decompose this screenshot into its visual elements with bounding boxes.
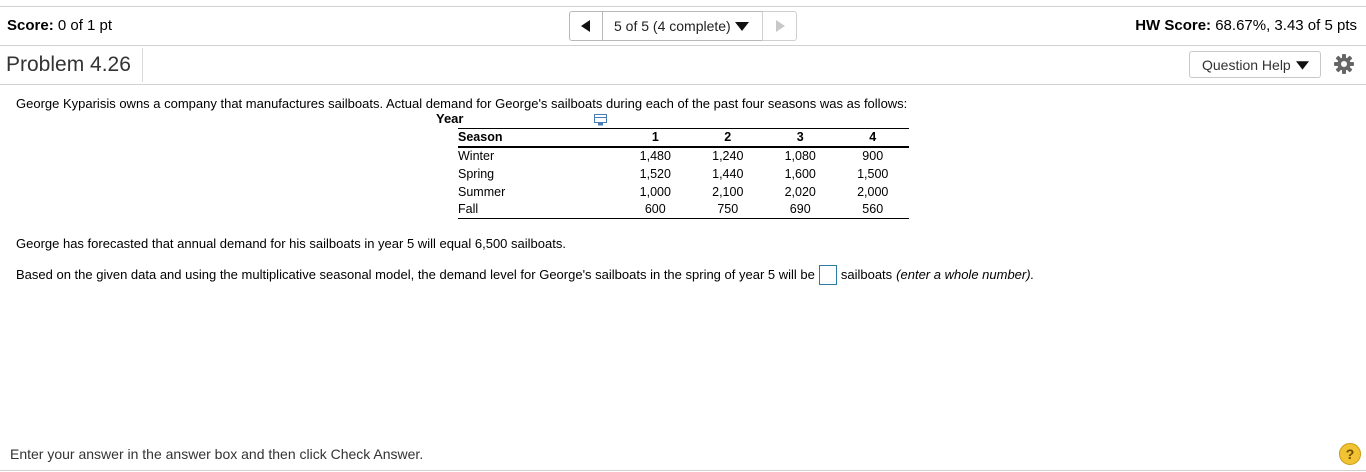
table-popout-icon[interactable]	[594, 114, 607, 126]
score-value: 0 of 1 pt	[57, 17, 113, 34]
previous-question-button[interactable]	[569, 11, 603, 41]
demand-cell: 1,480	[639, 149, 671, 163]
header-year-2: 2	[692, 129, 764, 147]
header-year-3: 3	[764, 129, 836, 147]
forecast-text: George has forecasted that annual demand for his sailboats in year 5 will equal 6,500 sailboats.	[16, 236, 566, 251]
demand-cell: 1,520	[639, 166, 671, 181]
demand-cell: 750	[692, 201, 764, 219]
help-icon[interactable]: ?	[1339, 443, 1361, 465]
hw-score-label: HW Score:	[1135, 17, 1212, 34]
question-help-button[interactable]	[1189, 51, 1321, 78]
problem-header	[0, 46, 1366, 84]
score	[7, 17, 112, 34]
table-row	[458, 147, 909, 165]
demand-cell: 1,080	[784, 149, 816, 163]
question-help-label: Question Help	[1202, 56, 1291, 73]
demand-cell: 1,440	[712, 166, 744, 181]
season-cell: Winter	[458, 149, 495, 163]
problem-intro: George Kyparisis owns a company that manufactures sailboats. Actual demand for George's sailboats during each of the past four seasons was as follows:	[16, 96, 908, 111]
demand-cell: 1,500	[857, 166, 889, 181]
header-year-4: 4	[836, 129, 909, 147]
question-navigator	[569, 11, 797, 41]
problem-title: Problem 4.26	[0, 48, 143, 82]
season-cell: Spring	[458, 166, 495, 181]
triangle-right-icon	[775, 20, 785, 32]
header-year-1: 1	[619, 129, 691, 147]
demand-cell: 1,600	[784, 166, 816, 181]
table-header-row	[458, 129, 909, 147]
table-row	[458, 201, 909, 219]
season-cell: Summer	[458, 184, 506, 199]
triangle-left-icon	[580, 20, 592, 32]
demand-cell: 2,020	[784, 184, 816, 199]
demand-cell: 1,240	[712, 149, 744, 163]
divider	[0, 84, 1366, 85]
demand-table	[458, 128, 909, 219]
score-label: Score:	[7, 17, 54, 34]
demand-cell: 600	[619, 201, 691, 219]
demand-cell: 2,000	[857, 184, 889, 199]
year-label: Year	[436, 111, 464, 126]
question-select-dropdown[interactable]	[603, 11, 762, 41]
demand-cell: 900	[862, 149, 884, 163]
question-suffix: sailboats	[840, 267, 893, 282]
bottom-divider	[0, 470, 1366, 471]
gear-icon[interactable]	[1334, 54, 1354, 74]
caret-down-icon	[1296, 60, 1309, 70]
score-bar	[0, 7, 1366, 45]
next-question-button[interactable]	[762, 11, 797, 41]
demand-cell: 2,100	[712, 184, 744, 199]
question	[16, 264, 1034, 285]
header-season: Season	[458, 129, 619, 147]
table-row	[458, 183, 909, 201]
question-hint: (enter a whole number).	[896, 267, 1035, 282]
demand-cell: 1,000	[639, 184, 671, 199]
hw-score	[1135, 17, 1357, 34]
hw-score-value: 68.67%, 3.43 of 5 pts	[1215, 17, 1357, 34]
answer-input[interactable]	[819, 265, 837, 285]
question-prefix: Based on the given data and using the multiplicative seasonal model, the demand level for George's sailboats in the spring of year 5 will be	[16, 267, 815, 282]
demand-cell: 690	[764, 201, 836, 219]
footer-instruction: Enter your answer in the answer box and then click Check Answer.	[10, 446, 424, 462]
question-position: 5 of 5 (4 complete)	[614, 18, 731, 34]
season-cell: Fall	[458, 201, 619, 219]
demand-cell: 560	[836, 201, 909, 219]
table-row	[458, 165, 909, 183]
caret-down-icon	[735, 21, 749, 31]
